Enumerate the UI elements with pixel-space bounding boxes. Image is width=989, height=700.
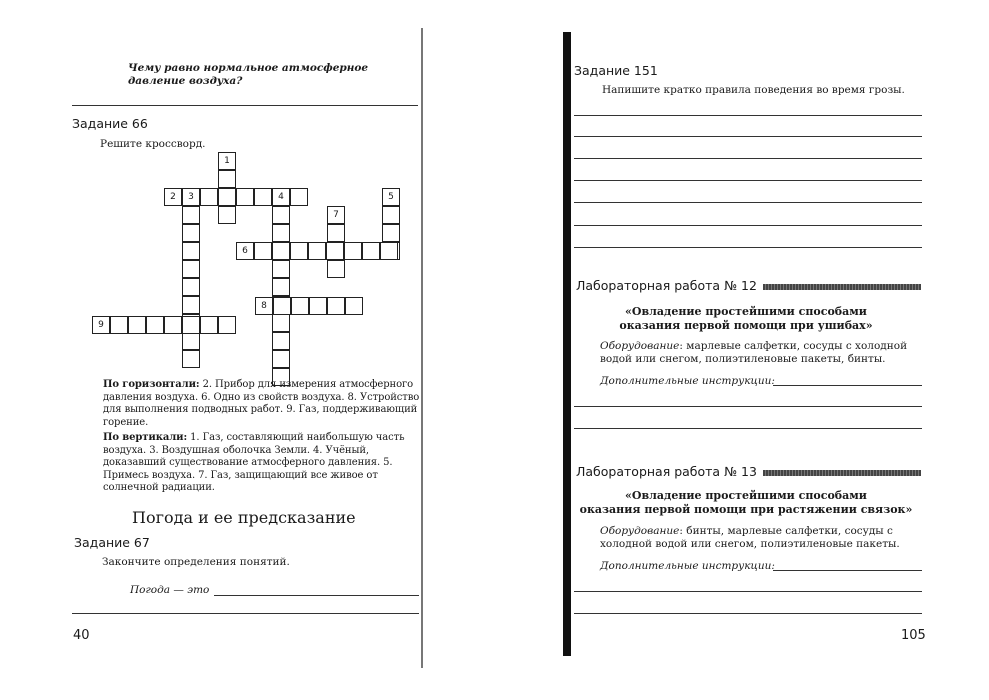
crossword-number-6: 6 — [242, 246, 248, 256]
crossword-number-5: 5 — [388, 192, 394, 202]
crossword-cell[interactable] — [182, 316, 200, 334]
task66-title: Задание 66 — [72, 116, 148, 131]
lab12-equipment — [600, 340, 922, 366]
crossword-cell[interactable] — [182, 260, 200, 278]
crossword-cell[interactable] — [182, 242, 200, 260]
lab13-answer-line-1[interactable] — [574, 591, 922, 592]
crossword-cell[interactable] — [218, 188, 236, 206]
crossword-cell[interactable] — [327, 260, 345, 278]
lab12-equipment-label: Оборудование — [600, 340, 680, 352]
crossword-cell[interactable] — [218, 170, 236, 188]
lab13-title-band — [763, 470, 921, 476]
clues-horizontal-label: По горизонтали: — [103, 379, 200, 390]
clues-horizontal — [103, 379, 421, 429]
crossword-cell[interactable] — [380, 242, 398, 260]
lab13-equipment-text: : бинты, марлевые салфетки, сосуды с холодной водой или снегом, полиэтиленовые пакеты. — [600, 525, 900, 550]
section-title: Погода и ее предсказание — [132, 508, 356, 527]
lab12-subtitle — [560, 305, 932, 333]
crossword-cell[interactable] — [254, 242, 272, 260]
weather-prompt: Погода — это — [130, 584, 210, 596]
lab13-subtitle-line2: оказания первой помощи при растяжении связок» — [579, 503, 913, 516]
crossword-cell[interactable] — [291, 297, 309, 315]
lab12-answer-line-2[interactable] — [574, 428, 922, 429]
crossword-cell[interactable] — [362, 242, 380, 260]
crossword-number-8: 8 — [261, 301, 267, 311]
task66-instruction: Решите кроссворд. — [100, 138, 206, 150]
answer-line[interactable] — [72, 105, 418, 106]
lab12-subtitle-line1: «Овладение простейшими способами — [625, 305, 867, 318]
crossword-cell[interactable] — [200, 316, 218, 334]
lab13-subtitle-line1: «Овладение простейшими способами — [625, 489, 867, 502]
crossword-cell[interactable] — [272, 332, 290, 350]
crossword-number-9: 9 — [98, 320, 104, 330]
lab12-subtitle-line2: оказания первой помощи при ушибах» — [619, 319, 873, 332]
task151-answer-line[interactable] — [574, 180, 922, 181]
lab12-instructions-line[interactable] — [773, 385, 922, 386]
left-page — [0, 0, 430, 700]
crossword-number-7: 7 — [333, 210, 339, 220]
crossword-cell[interactable] — [272, 260, 290, 278]
clues-vertical — [103, 432, 421, 495]
task67-title: Задание 67 — [74, 535, 150, 550]
crossword-cell[interactable] — [382, 224, 400, 242]
crossword-cell[interactable] — [164, 316, 182, 334]
crossword-number-2: 2 — [170, 192, 176, 202]
crossword-cell[interactable] — [182, 206, 200, 224]
crossword-cell[interactable] — [272, 278, 290, 296]
crossword-cell[interactable] — [290, 188, 308, 206]
crossword-number-4: 4 — [278, 192, 284, 202]
clues-vertical-label: По вертикали: — [103, 432, 188, 443]
clues-horizontal-text: 2. Прибор для измерения атмосферного давления воздуха. 6. Одно из свойств воздуха. 8. Устройство для выполнения подводных работ. 9. Газ, поддерживающий горение. — [103, 379, 420, 428]
task67-instruction: Закончите определения понятий. — [102, 556, 290, 568]
task151-answer-line[interactable] — [574, 158, 922, 159]
crossword-cell[interactable] — [272, 206, 290, 224]
crossword-cell[interactable] — [345, 297, 363, 315]
crossword-cell[interactable] — [308, 242, 326, 260]
crossword-cell[interactable] — [218, 206, 236, 224]
atmospheric-pressure-question: Чему равно нормальное атмосферное давление воздуха? — [128, 62, 369, 87]
lab13-equipment — [600, 525, 922, 551]
crossword-cell[interactable] — [182, 332, 200, 350]
lab13-answer-line-2[interactable] — [574, 613, 922, 614]
task151-answer-line[interactable] — [574, 115, 922, 116]
crossword-cell[interactable] — [272, 350, 290, 368]
crossword-cell[interactable] — [327, 224, 345, 242]
lab13-subtitle — [560, 489, 932, 517]
crossword-cell[interactable] — [290, 242, 308, 260]
right-page — [560, 0, 989, 700]
task151-title: Задание 151 — [574, 63, 658, 78]
crossword-cell[interactable] — [272, 224, 290, 242]
task151-instruction: Напишите кратко правила поведения во время грозы. — [602, 84, 905, 96]
lab13-equipment-label: Оборудование — [600, 525, 680, 537]
page-number-right: 105 — [901, 628, 926, 643]
crossword-cell[interactable] — [327, 297, 345, 315]
crossword-cell[interactable] — [200, 188, 218, 206]
lab12-title-band — [763, 284, 921, 290]
crossword-cell[interactable] — [182, 350, 200, 368]
crossword-cell[interactable] — [182, 278, 200, 296]
task151-answer-line[interactable] — [574, 202, 922, 203]
crossword-cell[interactable] — [273, 297, 291, 315]
crossword-cell[interactable] — [272, 242, 290, 260]
clues-vertical-text: 1. Газ, составляющий наибольшую часть воздуха. 3. Воздушная оболочка Земли. 4. Учёный, доказавший существование атмосферного давления. 5. Примесь воздуха. 7. Газ, защищающий все живое от солнечной радиации. — [103, 432, 405, 493]
crossword-cell[interactable] — [236, 188, 254, 206]
crossword-cell[interactable] — [254, 188, 272, 206]
task151-answer-line[interactable] — [574, 247, 922, 248]
crossword-cell[interactable] — [326, 242, 344, 260]
page-number-left: 40 — [73, 628, 90, 643]
lab13-title: Лабораторная работа № 13 — [576, 464, 757, 479]
crossword-cell[interactable] — [309, 297, 327, 315]
lab12-title: Лабораторная работа № 12 — [576, 278, 757, 293]
crossword-cell[interactable] — [182, 296, 200, 314]
crossword-number-1: 1 — [224, 156, 230, 166]
lab13-instructions-line[interactable] — [773, 570, 922, 571]
crossword-number-3: 3 — [188, 192, 194, 202]
lab12-answer-line-1[interactable] — [574, 406, 922, 407]
crossword-cell[interactable] — [128, 316, 146, 334]
lab13-instructions-label: Дополнительные инструкции: — [600, 560, 775, 572]
task151-answer-line[interactable] — [574, 225, 922, 226]
task151-answer-line[interactable] — [574, 136, 922, 137]
weather-answer-line[interactable] — [214, 595, 419, 596]
crossword-cell[interactable] — [218, 316, 236, 334]
lab12-instructions-label: Дополнительные инструкции: — [600, 375, 775, 387]
weather-answer-line-2[interactable] — [72, 613, 419, 614]
crossword-cell[interactable] — [110, 316, 128, 334]
lab12-equipment-text: : марлевые салфетки, сосуды с холодной водой или снегом, полиэтиленовые пакеты, бинты. — [600, 340, 908, 365]
crossword-cell[interactable] — [182, 224, 200, 242]
crossword-cell[interactable] — [146, 316, 164, 334]
crossword-cell[interactable] — [272, 314, 290, 332]
crossword-cell[interactable] — [344, 242, 362, 260]
crossword-cell[interactable] — [382, 206, 400, 224]
